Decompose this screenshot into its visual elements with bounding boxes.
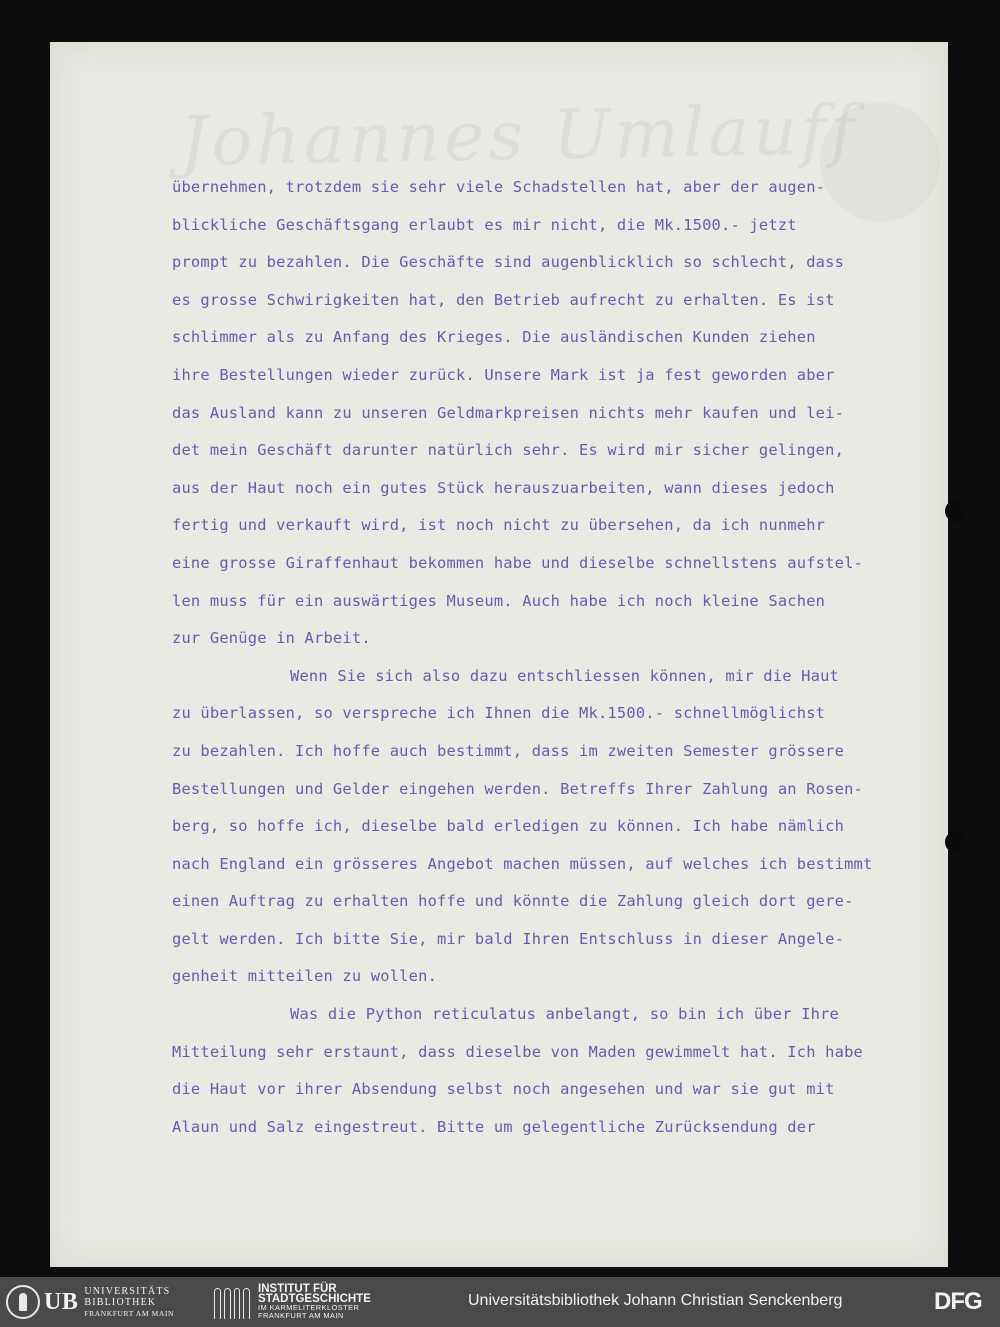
letter-line: das Ausland kann zu unseren Geldmarkpreisen nichts mehr kaufen und lei- [172, 403, 845, 422]
letter-line: Alaun und Salz eingestreut. Bitte um gelegentliche Zurücksendung der [172, 1117, 816, 1136]
letter-line: det mein Geschäft darunter natürlich sehr. Es wird mir sicher gelingen, [172, 441, 845, 460]
isg-logo-line: IM KARMELITERKLOSTER [258, 1303, 360, 1312]
letter-line: Was die Python reticulatus anbelangt, so bin ich über Ihre [290, 1005, 840, 1024]
letter-line: ihre Bestellungen wieder zurück. Unsere Mark ist ja fest geworden aber [172, 365, 835, 384]
isg-logo-line: FRANKFURT AM MAIN [258, 1311, 344, 1320]
letter-line: gelt werden. Ich bitte Sie, mir bald Ihren Entschluss in dieser Angele- [172, 929, 845, 948]
letter-line: blickliche Geschäftsgang erlaubt es mir nicht, die Mk.1500.- jetzt [172, 215, 797, 234]
letter-line: eine grosse Giraffenhaut bekommen habe und dieselbe schnellstens aufstel- [172, 553, 864, 572]
letter-line: zu überlassen, so verspreche ich Ihnen die Mk.1500.- schnellmöglichst [172, 704, 826, 723]
letter-line: aus der Haut noch ein gutes Stück herauszuarbeiten, wann dieses jedoch [172, 478, 835, 497]
footer-bar [0, 1277, 1000, 1327]
letterhead-bleed-through: Johannes Umlauff [179, 91, 860, 182]
letter-line: len muss für ein auswärtiges Museum. Auch habe ich noch kleine Sachen [172, 591, 826, 610]
arches-icon [214, 1285, 250, 1319]
letter-line: einen Auftrag zu erhalten hoffe und könnte die Zahlung gleich dort gere- [172, 892, 854, 911]
ub-logo-text [84, 1286, 174, 1319]
letter-line: zu bezahlen. Ich hoffe auch bestimmt, dass im zweiten Semester grössere [172, 741, 845, 760]
letter-line: zur Genüge in Arbeit. [172, 629, 371, 648]
ub-logo-letters: UB [44, 1288, 79, 1315]
footer-title[interactable]: Universitätsbibliothek Johann Christian Senckenberg [468, 1292, 843, 1309]
isg-logo-line: INSTITUT FÜR [258, 1283, 337, 1295]
letter-line: es grosse Schwirigkeiten hat, den Betrieb aufrecht zu erhalten. Es ist [172, 290, 835, 309]
letter-body [172, 176, 952, 1153]
letter-line: nach England ein grösseres Angebot machen müssen, auf welches ich bestimmt [172, 854, 873, 873]
letter-line: übernehmen, trotzdem sie sehr viele Schadstellen hat, aber der augen- [172, 178, 826, 196]
ub-logo-line: BIBLIOTHEK [84, 1296, 157, 1308]
letter-line: Wenn Sie sich also dazu entschliessen können, mir die Haut [290, 666, 840, 685]
ub-logo-line: UNIVERSITÄTS [84, 1285, 171, 1297]
letter-line: Mitteilung sehr erstaunt, dass dieselbe von Maden gewimmelt hat. Ich habe [172, 1042, 864, 1061]
isg-logo[interactable] [214, 1283, 371, 1321]
letter-line: genheit mitteilen zu wollen. [172, 967, 438, 986]
letter-line: fertig und verkauft wird, ist noch nicht zu übersehen, da ich nunmehr [172, 516, 826, 535]
dfg-logo[interactable]: DFG [934, 1288, 982, 1315]
letter-line: die Haut vor ihrer Absendung selbst noch angesehen und war sie gut mit [172, 1080, 835, 1099]
ub-seal-icon [6, 1285, 40, 1319]
isg-logo-line: STADTGESCHICHTE [258, 1293, 371, 1305]
letter-line: schlimmer als zu Anfang des Krieges. Die ausländischen Kunden ziehen [172, 328, 816, 347]
isg-logo-text [258, 1284, 371, 1320]
letter-line: berg, so hoffe ich, dieselbe bald erledigen zu können. Ich habe nämlich [172, 817, 845, 836]
letter-line: Bestellungen und Gelder eingehen werden. Betreffs Ihrer Zahlung an Rosen- [172, 779, 864, 798]
letter-line: prompt zu bezahlen. Die Geschäfte sind augenblicklich so schlecht, dass [172, 253, 845, 272]
ub-logo-line: FRANKFURT AM MAIN [84, 1308, 174, 1318]
ub-logo[interactable] [6, 1283, 174, 1321]
